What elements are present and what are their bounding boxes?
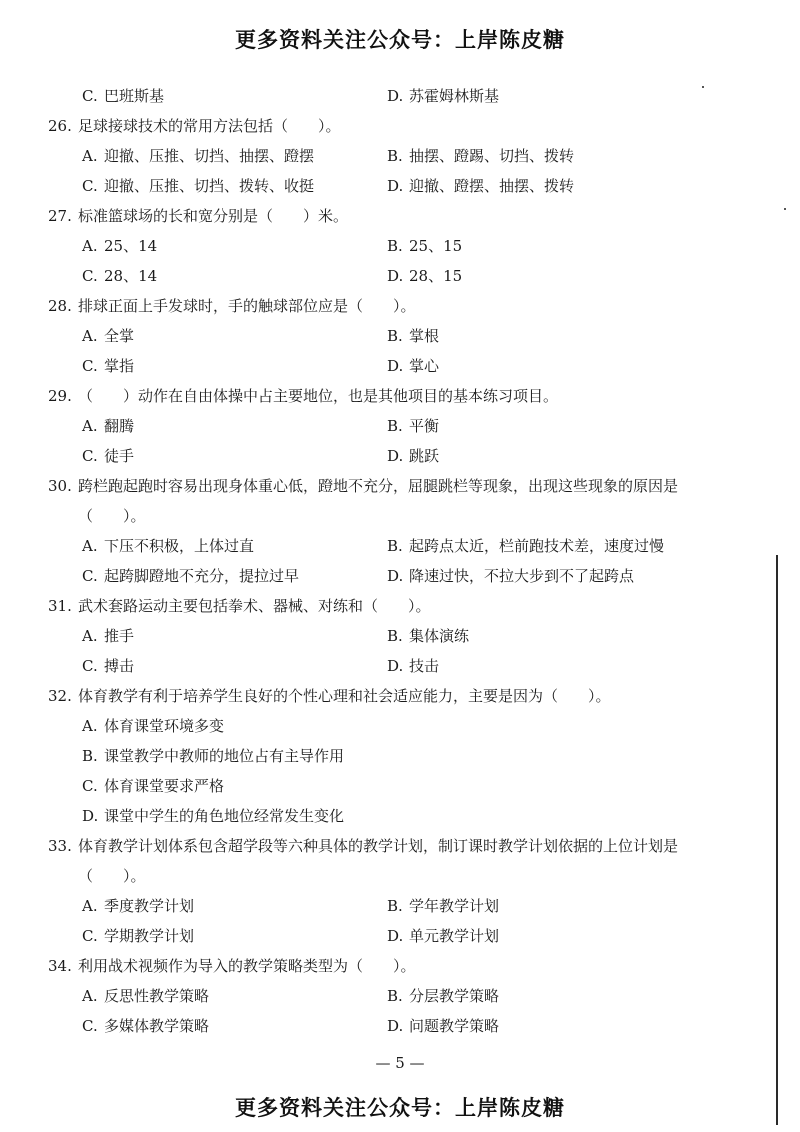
option-letter: C. bbox=[82, 927, 98, 945]
option-text: 掌指 bbox=[104, 357, 135, 375]
option-text: 推手 bbox=[104, 627, 135, 645]
option-letter: B. bbox=[387, 987, 403, 1005]
option-letter: B. bbox=[82, 747, 98, 765]
option-list bbox=[82, 621, 718, 681]
option-text: 起跨脚蹬地不充分，提拉过早 bbox=[104, 567, 300, 585]
question-stem bbox=[48, 831, 718, 891]
option-letter: A. bbox=[82, 327, 98, 345]
option-text: 课堂中学生的角色地位经常发生变化 bbox=[104, 807, 345, 825]
option-text: 起跨点太近，栏前跑技术差，速度过慢 bbox=[409, 537, 665, 555]
option-text: 巴班斯基 bbox=[104, 87, 165, 105]
question-number: 26. bbox=[48, 117, 72, 135]
question-30 bbox=[48, 471, 718, 591]
option-letter: D. bbox=[387, 177, 404, 195]
option-text: 反思性教学策略 bbox=[104, 987, 210, 1005]
option-text: 25、14 bbox=[104, 237, 158, 255]
option-letter: A. bbox=[82, 417, 98, 435]
carryover-options bbox=[82, 81, 718, 111]
option-c bbox=[82, 651, 387, 681]
option-a bbox=[82, 231, 387, 261]
option-d bbox=[387, 351, 727, 381]
option-letter: A. bbox=[82, 537, 98, 555]
option-letter: B. bbox=[387, 537, 403, 555]
option-text: 技击 bbox=[409, 657, 440, 675]
question-text: 排球正面上手发球时，手的触球部位应是（ ）。 bbox=[78, 297, 416, 315]
option-text: 迎撤、压推、切挡、拨转、收挺 bbox=[104, 177, 315, 195]
option-c bbox=[82, 921, 387, 951]
option-letter: A. bbox=[82, 897, 98, 915]
option-text: 学年教学计划 bbox=[409, 897, 500, 915]
option-text: 多媒体教学策略 bbox=[104, 1017, 210, 1035]
question-text: 体育教学有利于培养学生良好的个性心理和社会适应能力，主要是因为（ ）。 bbox=[78, 687, 611, 705]
option-d bbox=[387, 171, 727, 201]
option-text: 28、15 bbox=[409, 267, 463, 285]
option-c bbox=[82, 261, 387, 291]
option-text: 全掌 bbox=[104, 327, 135, 345]
header-banner: 更多资料关注公众号：上岸陈皮糖 bbox=[235, 28, 565, 52]
option-letter: C. bbox=[82, 567, 98, 585]
option-letter: D. bbox=[387, 1017, 404, 1035]
option-letter: B. bbox=[387, 627, 403, 645]
option-b bbox=[82, 741, 722, 771]
option-letter: B. bbox=[387, 417, 403, 435]
question-27 bbox=[48, 201, 718, 291]
option-b bbox=[387, 141, 727, 171]
option-letter: B. bbox=[387, 897, 403, 915]
question-stem bbox=[48, 111, 718, 141]
option-a bbox=[82, 891, 387, 921]
option-a bbox=[82, 531, 387, 561]
option-letter: D. bbox=[82, 807, 99, 825]
option-text: 问题教学策略 bbox=[409, 1017, 500, 1035]
option-b bbox=[387, 531, 727, 561]
option-text: 抽摆、蹬踢、切挡、拨转 bbox=[409, 147, 575, 165]
option-c bbox=[82, 561, 387, 591]
option-text: 徒手 bbox=[104, 447, 135, 465]
option-b bbox=[387, 981, 727, 1011]
option-text: 体育课堂环境多变 bbox=[104, 717, 225, 735]
option-list bbox=[82, 531, 718, 591]
question-text: 体育教学计划体系包含超学段等六种具体的教学计划，制订课时教学计划依据的上位计划是（ ）。 bbox=[78, 837, 679, 885]
option-text: 季度教学计划 bbox=[104, 897, 195, 915]
footer-banner: 更多资料关注公众号：上岸陈皮糖 bbox=[235, 1096, 565, 1120]
question-number: 30. bbox=[48, 477, 72, 495]
scan-edge-line bbox=[776, 555, 778, 1125]
option-letter: C. bbox=[82, 357, 98, 375]
question-34 bbox=[48, 951, 718, 1041]
question-stem bbox=[48, 951, 718, 981]
question-32 bbox=[48, 681, 718, 831]
option-text: 25、15 bbox=[409, 237, 463, 255]
option-letter: B. bbox=[387, 237, 403, 255]
option-text: 集体演练 bbox=[409, 627, 470, 645]
question-number: 29. bbox=[48, 387, 72, 405]
option-c bbox=[82, 351, 387, 381]
option-list bbox=[82, 891, 718, 951]
question-28 bbox=[48, 291, 718, 381]
question-26 bbox=[48, 111, 718, 201]
page-number: — 5 — bbox=[375, 1054, 425, 1072]
option-b bbox=[387, 621, 727, 651]
option-c bbox=[82, 1011, 387, 1041]
question-stem bbox=[48, 591, 718, 621]
scan-speck bbox=[702, 86, 704, 88]
option-text: 搏击 bbox=[104, 657, 135, 675]
option-text: 迎撤、蹬摆、抽摆、拨转 bbox=[409, 177, 575, 195]
option-c bbox=[82, 441, 387, 471]
option-letter: C. bbox=[82, 447, 98, 465]
question-stem bbox=[48, 291, 718, 321]
option-text: 体育课堂要求严格 bbox=[104, 777, 225, 795]
option-letter: B. bbox=[387, 327, 403, 345]
option-c bbox=[82, 81, 387, 111]
option-letter: B. bbox=[387, 147, 403, 165]
question-stem bbox=[48, 381, 718, 411]
option-text: 下压不积极，上体过直 bbox=[104, 537, 255, 555]
question-stem bbox=[48, 681, 718, 711]
option-b bbox=[387, 231, 727, 261]
option-text: 降速过快，不拉大步到不了起跨点 bbox=[409, 567, 635, 585]
option-list bbox=[82, 231, 718, 291]
option-text: 苏霍姆林斯基 bbox=[409, 87, 500, 105]
option-letter: C. bbox=[82, 177, 98, 195]
option-letter: D. bbox=[387, 657, 404, 675]
option-letter: C. bbox=[82, 1017, 98, 1035]
option-list bbox=[82, 981, 718, 1041]
option-letter: A. bbox=[82, 237, 98, 255]
option-letter: A. bbox=[82, 147, 98, 165]
option-c bbox=[82, 771, 722, 801]
option-text: 平衡 bbox=[409, 417, 440, 435]
option-a bbox=[82, 321, 387, 351]
question-number: 28. bbox=[48, 297, 72, 315]
option-letter: A. bbox=[82, 987, 98, 1005]
option-letter: A. bbox=[82, 717, 98, 735]
option-letter: D. bbox=[387, 567, 404, 585]
option-letter: A. bbox=[82, 627, 98, 645]
scan-speck bbox=[784, 208, 786, 210]
option-text: 跳跃 bbox=[409, 447, 440, 465]
option-text: 掌根 bbox=[409, 327, 440, 345]
option-d bbox=[387, 441, 727, 471]
option-list bbox=[82, 711, 718, 831]
option-d bbox=[387, 921, 727, 951]
question-number: 31. bbox=[48, 597, 72, 615]
option-text: 翻腾 bbox=[104, 417, 135, 435]
question-stem bbox=[48, 201, 718, 231]
option-text: 课堂教学中教师的地位占有主导作用 bbox=[104, 747, 345, 765]
question-number: 32. bbox=[48, 687, 72, 705]
option-letter: C. bbox=[82, 267, 98, 285]
option-d bbox=[387, 261, 727, 291]
option-b bbox=[387, 411, 727, 441]
question-stem bbox=[48, 471, 718, 531]
option-text: 迎撤、压推、切挡、抽摆、蹬摆 bbox=[104, 147, 315, 165]
question-31 bbox=[48, 591, 718, 681]
option-list bbox=[82, 411, 718, 471]
question-33 bbox=[48, 831, 718, 951]
option-letter: D. bbox=[387, 87, 404, 105]
question-number: 27. bbox=[48, 207, 72, 225]
option-text: 学期教学计划 bbox=[104, 927, 195, 945]
option-d bbox=[387, 561, 727, 591]
question-list bbox=[48, 111, 718, 1041]
question-29 bbox=[48, 381, 718, 471]
option-a bbox=[82, 621, 387, 651]
option-text: 掌心 bbox=[409, 357, 440, 375]
option-letter: C. bbox=[82, 657, 98, 675]
question-text: 足球接球技术的常用方法包括（ ）。 bbox=[78, 117, 341, 135]
option-text: 单元教学计划 bbox=[409, 927, 500, 945]
option-letter: C. bbox=[82, 777, 98, 795]
option-text: 分层教学策略 bbox=[409, 987, 500, 1005]
option-letter: C. bbox=[82, 87, 98, 105]
question-text: 武术套路运动主要包括拳术、器械、对练和（ ）。 bbox=[78, 597, 431, 615]
option-c bbox=[82, 171, 387, 201]
option-a bbox=[82, 141, 387, 171]
option-list bbox=[82, 141, 718, 201]
option-letter: D. bbox=[387, 267, 404, 285]
option-d bbox=[387, 1011, 727, 1041]
question-text: 跨栏跑起跑时容易出现身体重心低，蹬地不充分，屈腿跳栏等现象，出现这些现象的原因是（ ）。 bbox=[78, 477, 679, 525]
option-a bbox=[82, 411, 387, 441]
question-text: 标准篮球场的长和宽分别是（ ）米。 bbox=[78, 207, 349, 225]
question-number: 33. bbox=[48, 837, 72, 855]
option-d bbox=[82, 801, 722, 831]
option-letter: D. bbox=[387, 357, 404, 375]
option-letter: D. bbox=[387, 927, 404, 945]
option-b bbox=[387, 891, 727, 921]
option-letter: D. bbox=[387, 447, 404, 465]
question-text: 利用战术视频作为导入的教学策略类型为（ ）。 bbox=[78, 957, 416, 975]
option-d bbox=[387, 651, 727, 681]
question-text: （ ）动作在自由体操中占主要地位，也是其他项目的基本练习项目。 bbox=[78, 387, 559, 405]
option-text: 28、14 bbox=[104, 267, 158, 285]
exam-content bbox=[48, 81, 718, 1041]
option-a bbox=[82, 981, 387, 1011]
question-number: 34. bbox=[48, 957, 72, 975]
option-a bbox=[82, 711, 722, 741]
option-list bbox=[82, 321, 718, 381]
option-d bbox=[387, 81, 727, 111]
option-b bbox=[387, 321, 727, 351]
